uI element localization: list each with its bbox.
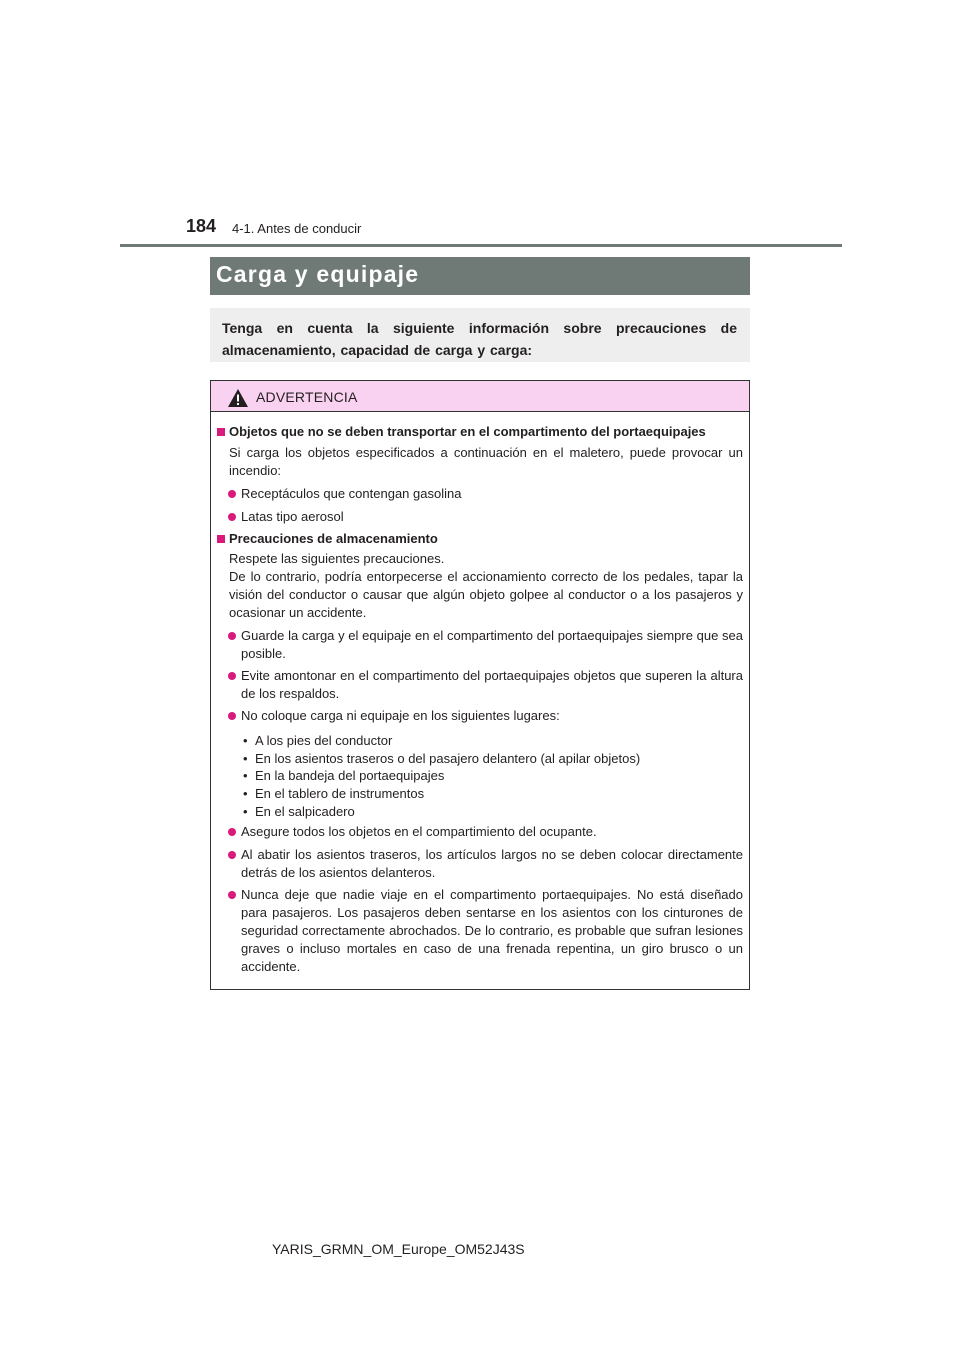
bullet-dot — [228, 490, 236, 498]
sub-list-item: • En el tablero de instrumentos — [255, 785, 424, 803]
section-heading: Objetos que no se deben transportar en el compartimento del portaequipajes — [229, 424, 706, 439]
intro-box — [210, 308, 750, 362]
list-item: Evite amontonar en el compartimento del portaequipajes objetos que superen la altura de los respaldos. — [241, 668, 743, 701]
title-bar — [210, 257, 750, 295]
list-item: Al abatir los asientos traseros, los artículos largos no se deben colocar directamente detrás de los asientos delanteros. — [241, 847, 743, 880]
sub-list-item: • En el salpicadero — [255, 803, 355, 821]
list-item: Asegure todos los objetos en el compartimiento del ocupante. — [241, 824, 597, 839]
section-paragraph: Si carga los objetos especificados a continuación en el maletero, puede provocar un incendio: — [229, 445, 743, 478]
page-title: Carga y equipaje — [216, 261, 420, 287]
document-id: YARIS_GRMN_OM_Europe_OM52J43S — [272, 1241, 525, 1257]
list-item: Receptáculos que contengan gasolina — [241, 486, 462, 501]
bullet-dot — [228, 712, 236, 720]
list-item: Latas tipo aerosol — [241, 509, 344, 524]
bullet-dot — [228, 632, 236, 640]
bullet-dot — [228, 672, 236, 680]
section-label: 4-1. Antes de conducir — [232, 221, 362, 236]
header-divider — [120, 244, 842, 247]
intro-text: Tenga en cuenta la siguiente información sobre precauciones de almacenamiento, capacidad de carga y carga: — [222, 320, 737, 358]
page-number: 184 — [186, 216, 217, 236]
sub-list-item: • En los asientos traseros o del pasajero delantero (al apilar objetos) — [255, 750, 640, 768]
section-marker-square — [217, 535, 225, 543]
warning-triangle-icon — [227, 388, 249, 408]
bullet-dot — [228, 828, 236, 836]
section-paragraph: De lo contrario, podría entorpecerse el accionamiento correcto de los pedales, tapar la visión del conductor o causar que algún objeto golpee al conductor o a los pasajeros y ocasionar un accidente. — [229, 569, 743, 620]
list-item: Nunca deje que nadie viaje en el compartimento portaequipajes. No está diseñado para pasajeros. Los pasajeros deben sentarse en los asientos con los cinturones de seguridad correctamente abrochados. De lo contrario, es probable que sufran lesiones graves o incluso mortales en caso de una frenada repentina, un giro brusco o un accidente. — [241, 887, 743, 974]
sub-list-item: • A los pies del conductor — [255, 732, 392, 750]
warning-header — [211, 381, 749, 412]
section-heading: Precauciones de almacenamiento — [229, 531, 438, 546]
sub-list-item: • En la bandeja del portaequipajes — [255, 767, 444, 785]
list-item: No coloque carga ni equipaje en los siguientes lugares: — [241, 708, 560, 723]
bullet-dot — [228, 513, 236, 521]
bullet-dot — [228, 851, 236, 859]
section-marker-square — [217, 428, 225, 436]
section-paragraph: Respete las siguientes precauciones. — [229, 551, 445, 566]
warning-box — [210, 380, 750, 990]
bullet-dot — [228, 891, 236, 899]
list-item: Guarde la carga y el equipaje en el compartimento del portaequipajes siempre que sea posible. — [241, 628, 743, 661]
warning-title: ADVERTENCIA — [256, 389, 358, 405]
